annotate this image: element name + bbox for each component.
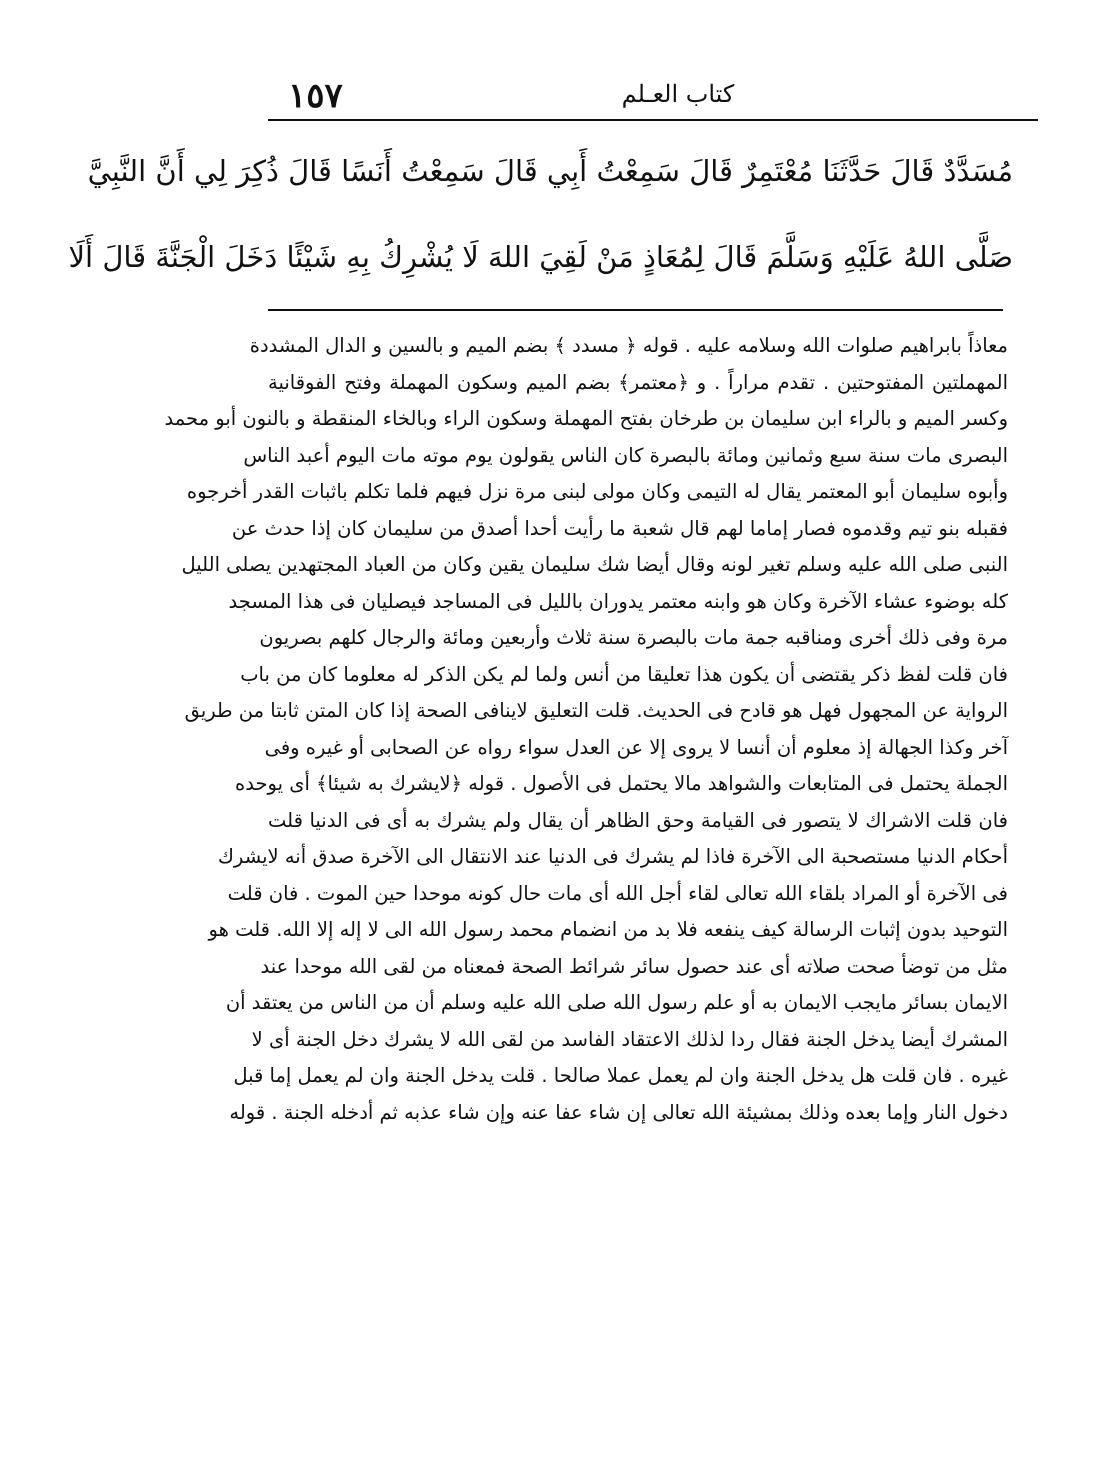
commentary-line: غيره . فان قلت هل يدخل الجنة وان لم يعمل عملا صالحا . قلت يدخل الجنة وان لم يعمل إما قبل [233,1064,1008,1087]
hadith-line: مُسَدَّدٌ قَالَ حَدَّثَنَا مُعْتَمِرٌ قَالَ سَمِعْتُ أَبِي قَالَ سَمِعْتُ أَنَسًا قَالَ ذُكِرَ لِي أَنَّ النَّبِيَّ [87,153,1013,188]
commentary-line: الرواية عن المجهول فهل هو قادح فى الحديث. قلت التعليق لاينافى الصحة إذا كان المتن ثابتا من طريق [184,699,1008,722]
running-title: كتاب العـلم [621,80,735,108]
commentary-line: المشرك أيضا يدخل الجنة فقال ردا لذلك الاعتقاد الفاسد من لقى الله لا يشرك دخل الجنة أى لا [251,1027,1008,1051]
commentary-line: فقبله بنو تيم وقدموه فصار إماما لهم قال شعبة ما رأيت أحدا أصدق من سليمان كان إذا حدث عن [231,516,1008,540]
commentary-line: التوحيد بدون إثبات الرسالة كيف ينفعه فلا بد من انضمام محمد رسول الله الى لا إله إلا الله. قلت هو [208,918,1008,941]
page-number: ١٥٧ [288,76,343,116]
commentary-line: فان قلت الاشراك لا يتصور فى القيامة وحق الظاهر أن يقال ولم يشرك به أى فى الدنيا قلت [268,808,1008,832]
header-rule [268,119,1038,121]
commentary-line: أحكام الدنيا مستصحبة الى الآخرة فاذا لم يشرك فى الدنيا عند الانتقال الى الآخرة صدق أنه لايشرك [217,845,1008,868]
commentary-text [164,328,1008,1131]
commentary-line: وكسر الميم و بالراء ابن سليمان بن طرخان بفتح المهملة وسكون الراء وبالخاء المنقطة و بالنون أبو محمد [164,407,1008,430]
commentary-line: دخول النار وإما بعده وذلك بمشيئة الله تعالى إن شاء عفا عنه وإن شاء عذبه ثم أدخله الجنة . قوله [229,1100,1008,1124]
commentary-line: مرة وفى ذلك أخرى ومناقبه جمة مات بالبصرة سنة ثلاث وأربعين ومائة والرجال كلهم بصريون [259,626,1008,649]
commentary-line: مثل من توضأ صحت صلاته أى عند حصول سائر شرائط الصحة فمعناه من لقى الله موحدا عند [260,954,1008,978]
commentary-line: الجملة يحتمل فى المتابعات والشواهد مالا يحتمل فى الأصول . قوله ﴿لايشرك به شيئا﴾ أى يوحده [235,772,1008,795]
hadith-text [68,128,1013,300]
commentary-line: فان قلت لفظ ذكر يقتضى أن يكون هذا تعليقا من أنس ولما لم يكن الذكر له معلوما كان من باب [240,662,1008,686]
commentary-line: النبى صلى الله عليه وسلم تغير لونه وقال أيضا شك سليمان يقين وكان من العباد المجتهدين يصلى الليل [181,553,1008,576]
commentary-line: وأبوه سليمان أبو المعتمر يقال له التيمى وكان مولى لبنى مرة نزل فيهم فلما تكلم باثبات القدر أخرجوه [186,480,1008,503]
page-header [268,72,1003,120]
commentary-line: معاذاً بابراهيم صلوات الله وسلامه عليه . قوله ﴿ مسدد ﴾ بضم الميم و بالسين و الدال المشددة [249,334,1008,357]
hadith-line: صَلَّى اللهُ عَلَيْهِ وَسَلَّمَ قَالَ لِمُعَاذٍ مَنْ لَقِيَ اللهَ لَا يُشْرِكُ بِهِ شَيْئًا دَخَلَ الْجَنَّةَ قَالَ أَلَا [68,239,1013,274]
commentary-line: كله بوضوء عشاء الآخرة وكان هو وابنه معتمر يدوران بالليل فى المساجد فيصليان فى هذا المسجد [228,589,1008,613]
commentary-line: آخر وكذا الجهالة إذ معلوم أن أنسا لا يروى إلا عن العدل سواء رواه عن الصحابى أو غيره وفى [264,735,1008,759]
commentary-line: المهملتين المفتوحتين . تقدم مراراً . و ﴿معتمر﴾ بضم الميم وسكون المهملة وفتح الفوقانية [268,370,1008,394]
commentary-line: الايمان بسائر مايجب الايمان به أو علم رسول الله صلى الله عليه وسلم أن من الناس من يعتقد أن [225,991,1008,1014]
commentary-line: فى الآخرة أو المراد بلقاء الله تعالى لقاء أجل الله أى مات حال كونه موحدا حين الموت . فان قلت [227,881,1008,905]
commentary-line: البصرى مات سنة سبع وثمانين ومائة بالبصرة كان الناس يقولون يوم موته مات اليوم أعبد الناس [243,443,1008,467]
section-divider [268,309,1003,311]
